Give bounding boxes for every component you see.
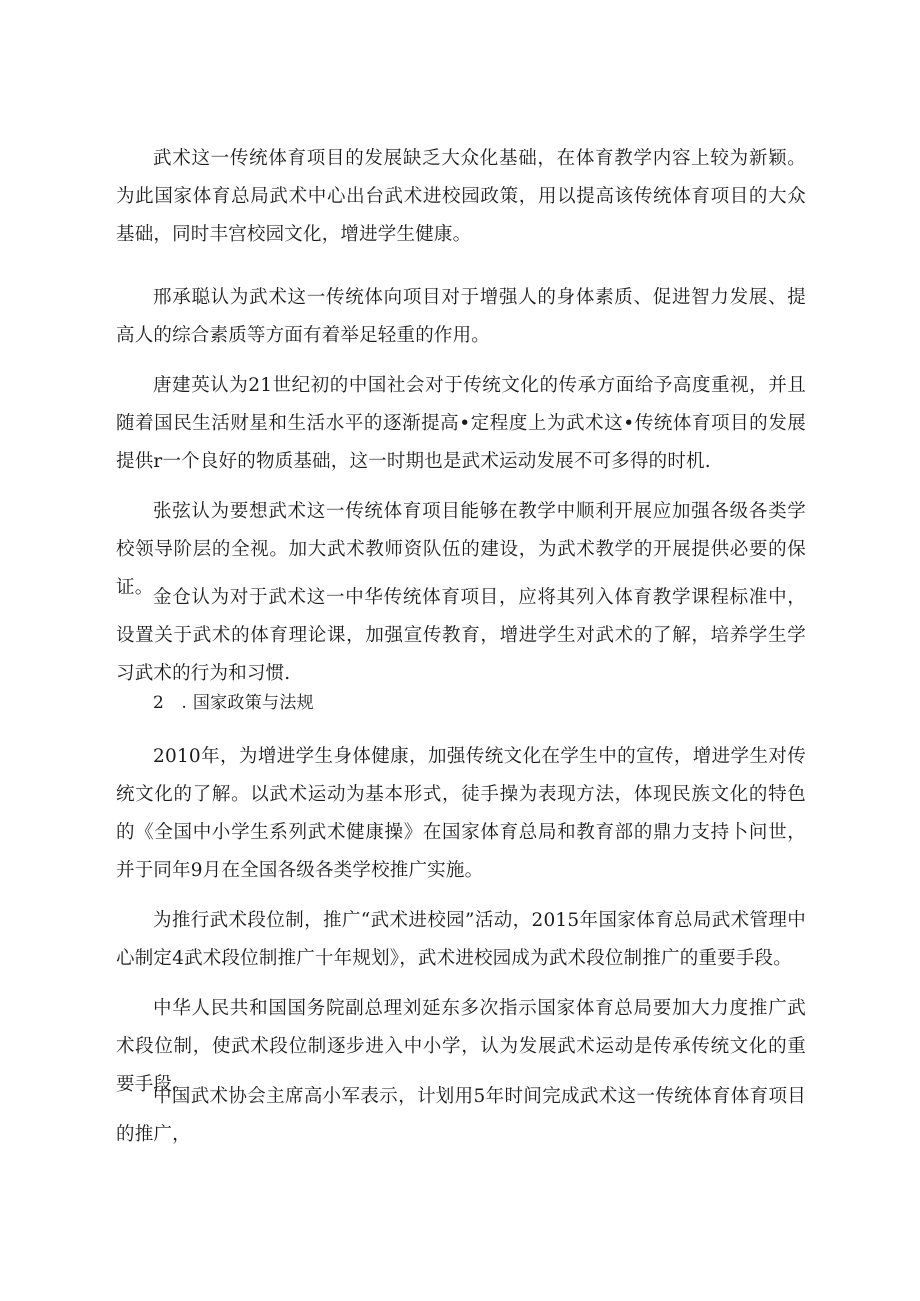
paragraph-2010-exercise: 2010年，为增进学生身体健康，加强传统文化在学生中的宣传，增进学生对传统文化的了解。以武术运动为基本形式，徒手操为表现方法，体现民族文化的特色的《全国中小学生系列武术健康操》在国家体育总局和教育部的鼎力支持卜问世，并于同年9月在全国各级各类学校推广实施。 — [116, 746, 806, 881]
paragraph-gao-xiaojun: 中国武术协会主席高小军表示，计划用5年时间完成武术这一传统体育体育项目的推广， — [116, 1086, 806, 1145]
section-heading-policy: 2 . 国家政策与法规 — [153, 693, 314, 713]
paragraph-liu-yandong: 中华人民共和国国务院副总理刘延东多次指示国家体育总局要加大力度推广武术段位制，使武术段位制逐步进入中小学，认为发展武术运动是传承传统文化的重要手段。 — [116, 998, 806, 1095]
paragraph-zhang-xian: 张弦认为要想武术这一传统体育项目能够在教学中顺利开展应加强各级各类学校领导阶层的全视。加大武术教师资队伍的建设，为武术教学的开展提供必要的保证。 — [116, 501, 806, 598]
paragraph-tang-jianying: 唐建英认为21世纪初的中国社会对于传统文化的传承方面给予高度重视，并且随着国民生活财星和生活水平的逐渐提高•定程度上为武术这•传统体育项目的发展提供r一个良好的物质基础，这一时期也是武术运动发展不可多得的时机. — [116, 375, 806, 472]
paragraph-wushu-basis: 武术这一传统体育项目的发展缺乏大众化基础，在体育教学内容上较为新颖。为此国家体育总局武术中心出台武术进校园政策，用以提高该传统体育项目的大众基础，同时丰宫校园文化，增进学生健康。 — [116, 148, 806, 245]
paragraph-xing-chengcong: 邢承聪认为武术这一传统体向项目对于增强人的身体素质、促进智力发展、提高人的综合素质等方面有着举足轻重的作用。 — [116, 287, 806, 346]
paragraph-2015-ranking-plan: 为推行武术段位制，推广“武术进校园”活动，2015年国家体育总局武术管理中心制定4武术段位制推广十年规划》，武术进校园成为武术段位制推广的重要手段。 — [116, 910, 806, 969]
paragraph-jin-cang: 金仓认为对于武术这一中华传统体育项目，应将其列入体育教学课程标准中，设置关于武术的体育理论课，加强宣传教育，增进学生对武术的了解，培养学生学习武术的行为和习惯. — [116, 587, 806, 684]
